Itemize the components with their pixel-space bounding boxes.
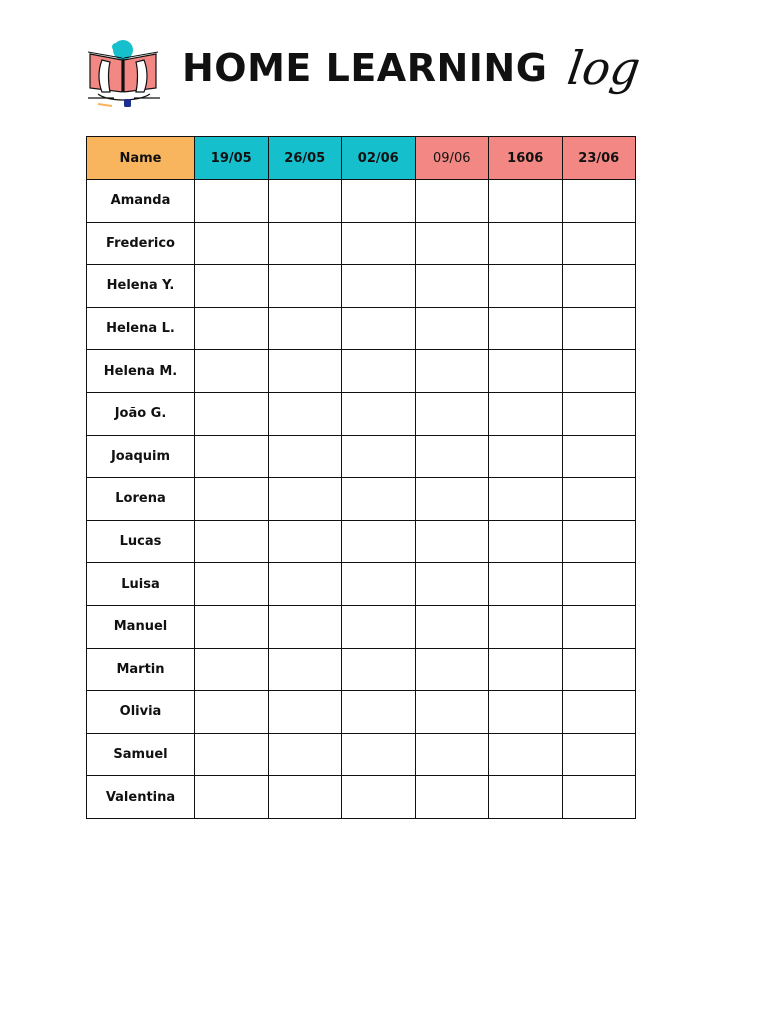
- log-entry-cell[interactable]: [489, 392, 563, 435]
- log-entry-cell[interactable]: [562, 265, 636, 308]
- table-row: [87, 350, 636, 393]
- student-name: Lucas: [87, 520, 195, 563]
- log-entry-cell[interactable]: [342, 478, 416, 521]
- log-entry-cell[interactable]: [195, 478, 269, 521]
- column-header-date: 19/05: [195, 137, 269, 180]
- log-entry-cell[interactable]: [268, 691, 342, 734]
- log-entry-cell[interactable]: [415, 605, 489, 648]
- log-entry-cell[interactable]: [342, 265, 416, 308]
- log-entry-cell[interactable]: [195, 265, 269, 308]
- log-entry-cell[interactable]: [195, 350, 269, 393]
- log-entry-cell[interactable]: [415, 733, 489, 776]
- student-name: Valentina: [87, 776, 195, 819]
- column-header-date: 02/06: [342, 137, 416, 180]
- log-entry-cell[interactable]: [342, 733, 416, 776]
- page-title: HOME LEARNING: [182, 46, 548, 90]
- log-entry-cell[interactable]: [489, 435, 563, 478]
- column-header-date: 09/06: [415, 137, 489, 180]
- log-entry-cell[interactable]: [489, 222, 563, 265]
- log-entry-cell[interactable]: [268, 392, 342, 435]
- log-entry-cell[interactable]: [489, 776, 563, 819]
- table-body: [87, 180, 636, 819]
- student-name: Samuel: [87, 733, 195, 776]
- log-entry-cell[interactable]: [342, 350, 416, 393]
- table-row: [87, 691, 636, 734]
- log-entry-cell[interactable]: [415, 222, 489, 265]
- log-entry-cell[interactable]: [415, 265, 489, 308]
- log-entry-cell[interactable]: [489, 648, 563, 691]
- log-entry-cell[interactable]: [562, 350, 636, 393]
- log-entry-cell[interactable]: [342, 691, 416, 734]
- student-name: Helena M.: [87, 350, 195, 393]
- table-row: [87, 222, 636, 265]
- log-entry-cell[interactable]: [415, 648, 489, 691]
- log-entry-cell[interactable]: [268, 478, 342, 521]
- table-row: [87, 435, 636, 478]
- log-entry-cell[interactable]: [268, 776, 342, 819]
- log-entry-cell[interactable]: [562, 648, 636, 691]
- student-name: Luisa: [87, 563, 195, 606]
- student-name: Frederico: [87, 222, 195, 265]
- table-row: [87, 392, 636, 435]
- log-entry-cell[interactable]: [195, 307, 269, 350]
- student-name: Helena Y.: [87, 265, 195, 308]
- log-entry-cell[interactable]: [195, 520, 269, 563]
- log-entry-cell[interactable]: [195, 776, 269, 819]
- column-header-date: 1606: [489, 137, 563, 180]
- log-entry-cell[interactable]: [268, 648, 342, 691]
- log-entry-cell[interactable]: [342, 307, 416, 350]
- log-entry-cell[interactable]: [195, 563, 269, 606]
- log-entry-cell[interactable]: [489, 180, 563, 223]
- table-row: [87, 265, 636, 308]
- log-entry-cell[interactable]: [562, 520, 636, 563]
- table-row: [87, 605, 636, 648]
- log-entry-cell[interactable]: [195, 648, 269, 691]
- log-entry-cell[interactable]: [195, 435, 269, 478]
- log-entry-cell[interactable]: [195, 605, 269, 648]
- log-entry-cell[interactable]: [489, 691, 563, 734]
- log-entry-cell[interactable]: [562, 733, 636, 776]
- column-header-name: Name: [87, 137, 195, 180]
- student-name: Joaquim: [87, 435, 195, 478]
- log-entry-cell[interactable]: [489, 265, 563, 308]
- log-entry-cell[interactable]: [562, 776, 636, 819]
- table-row: [87, 478, 636, 521]
- log-entry-cell[interactable]: [342, 520, 416, 563]
- table-row: [87, 180, 636, 223]
- student-name: Martin: [87, 648, 195, 691]
- table-row: [87, 563, 636, 606]
- page-title-script: log: [564, 41, 644, 95]
- log-entry-cell[interactable]: [562, 180, 636, 223]
- log-entry-cell[interactable]: [268, 520, 342, 563]
- log-entry-cell[interactable]: [342, 648, 416, 691]
- table-row: [87, 733, 636, 776]
- student-name: Amanda: [87, 180, 195, 223]
- log-entry-cell[interactable]: [268, 733, 342, 776]
- log-entry-cell[interactable]: [342, 222, 416, 265]
- log-entry-cell[interactable]: [415, 520, 489, 563]
- log-entry-cell[interactable]: [562, 478, 636, 521]
- log-entry-cell[interactable]: [195, 733, 269, 776]
- log-entry-cell[interactable]: [415, 180, 489, 223]
- log-entry-cell[interactable]: [342, 392, 416, 435]
- log-entry-cell[interactable]: [562, 691, 636, 734]
- log-entry-cell[interactable]: [415, 691, 489, 734]
- log-entry-cell[interactable]: [342, 180, 416, 223]
- home-learning-log-table: [86, 136, 636, 819]
- log-entry-cell[interactable]: [415, 307, 489, 350]
- log-entry-cell[interactable]: [415, 563, 489, 606]
- log-entry-cell[interactable]: [342, 563, 416, 606]
- student-name: Manuel: [87, 605, 195, 648]
- log-entry-cell[interactable]: [415, 435, 489, 478]
- log-entry-cell[interactable]: [268, 180, 342, 223]
- log-entry-cell[interactable]: [342, 435, 416, 478]
- column-header-date: 26/05: [268, 137, 342, 180]
- log-entry-cell[interactable]: [268, 222, 342, 265]
- log-entry-cell[interactable]: [489, 563, 563, 606]
- log-entry-cell[interactable]: [415, 392, 489, 435]
- log-entry-cell[interactable]: [268, 605, 342, 648]
- log-entry-cell[interactable]: [415, 478, 489, 521]
- log-entry-cell[interactable]: [268, 307, 342, 350]
- table-row: [87, 776, 636, 819]
- log-entry-cell[interactable]: [342, 605, 416, 648]
- log-entry-cell[interactable]: [562, 307, 636, 350]
- student-name: Helena L.: [87, 307, 195, 350]
- log-entry-cell[interactable]: [489, 605, 563, 648]
- student-name: Olivia: [87, 691, 195, 734]
- log-entry-cell[interactable]: [195, 180, 269, 223]
- log-entry-cell[interactable]: [268, 265, 342, 308]
- table-row: [87, 648, 636, 691]
- student-name: Lorena: [87, 478, 195, 521]
- log-entry-cell[interactable]: [489, 350, 563, 393]
- log-entry-cell[interactable]: [195, 392, 269, 435]
- log-entry-cell[interactable]: [562, 222, 636, 265]
- log-entry-cell[interactable]: [268, 350, 342, 393]
- student-name: João G.: [87, 392, 195, 435]
- log-entry-cell[interactable]: [489, 478, 563, 521]
- column-header-date: 23/06: [562, 137, 636, 180]
- table-row: [87, 307, 636, 350]
- table-header-row: [87, 137, 636, 180]
- log-entry-cell[interactable]: [415, 350, 489, 393]
- log-entry-cell[interactable]: [489, 307, 563, 350]
- page-header: [84, 30, 684, 110]
- log-entry-cell[interactable]: [268, 563, 342, 606]
- table-row: [87, 520, 636, 563]
- log-entry-cell[interactable]: [415, 776, 489, 819]
- log-entry-cell[interactable]: [489, 520, 563, 563]
- log-entry-cell[interactable]: [195, 222, 269, 265]
- log-entry-cell[interactable]: [268, 435, 342, 478]
- log-entry-cell[interactable]: [195, 691, 269, 734]
- person-reading-book-icon: [84, 36, 164, 110]
- log-entry-cell[interactable]: [489, 733, 563, 776]
- log-entry-cell[interactable]: [562, 605, 636, 648]
- log-entry-cell[interactable]: [562, 435, 636, 478]
- log-entry-cell[interactable]: [342, 776, 416, 819]
- log-entry-cell[interactable]: [562, 392, 636, 435]
- log-entry-cell[interactable]: [562, 563, 636, 606]
